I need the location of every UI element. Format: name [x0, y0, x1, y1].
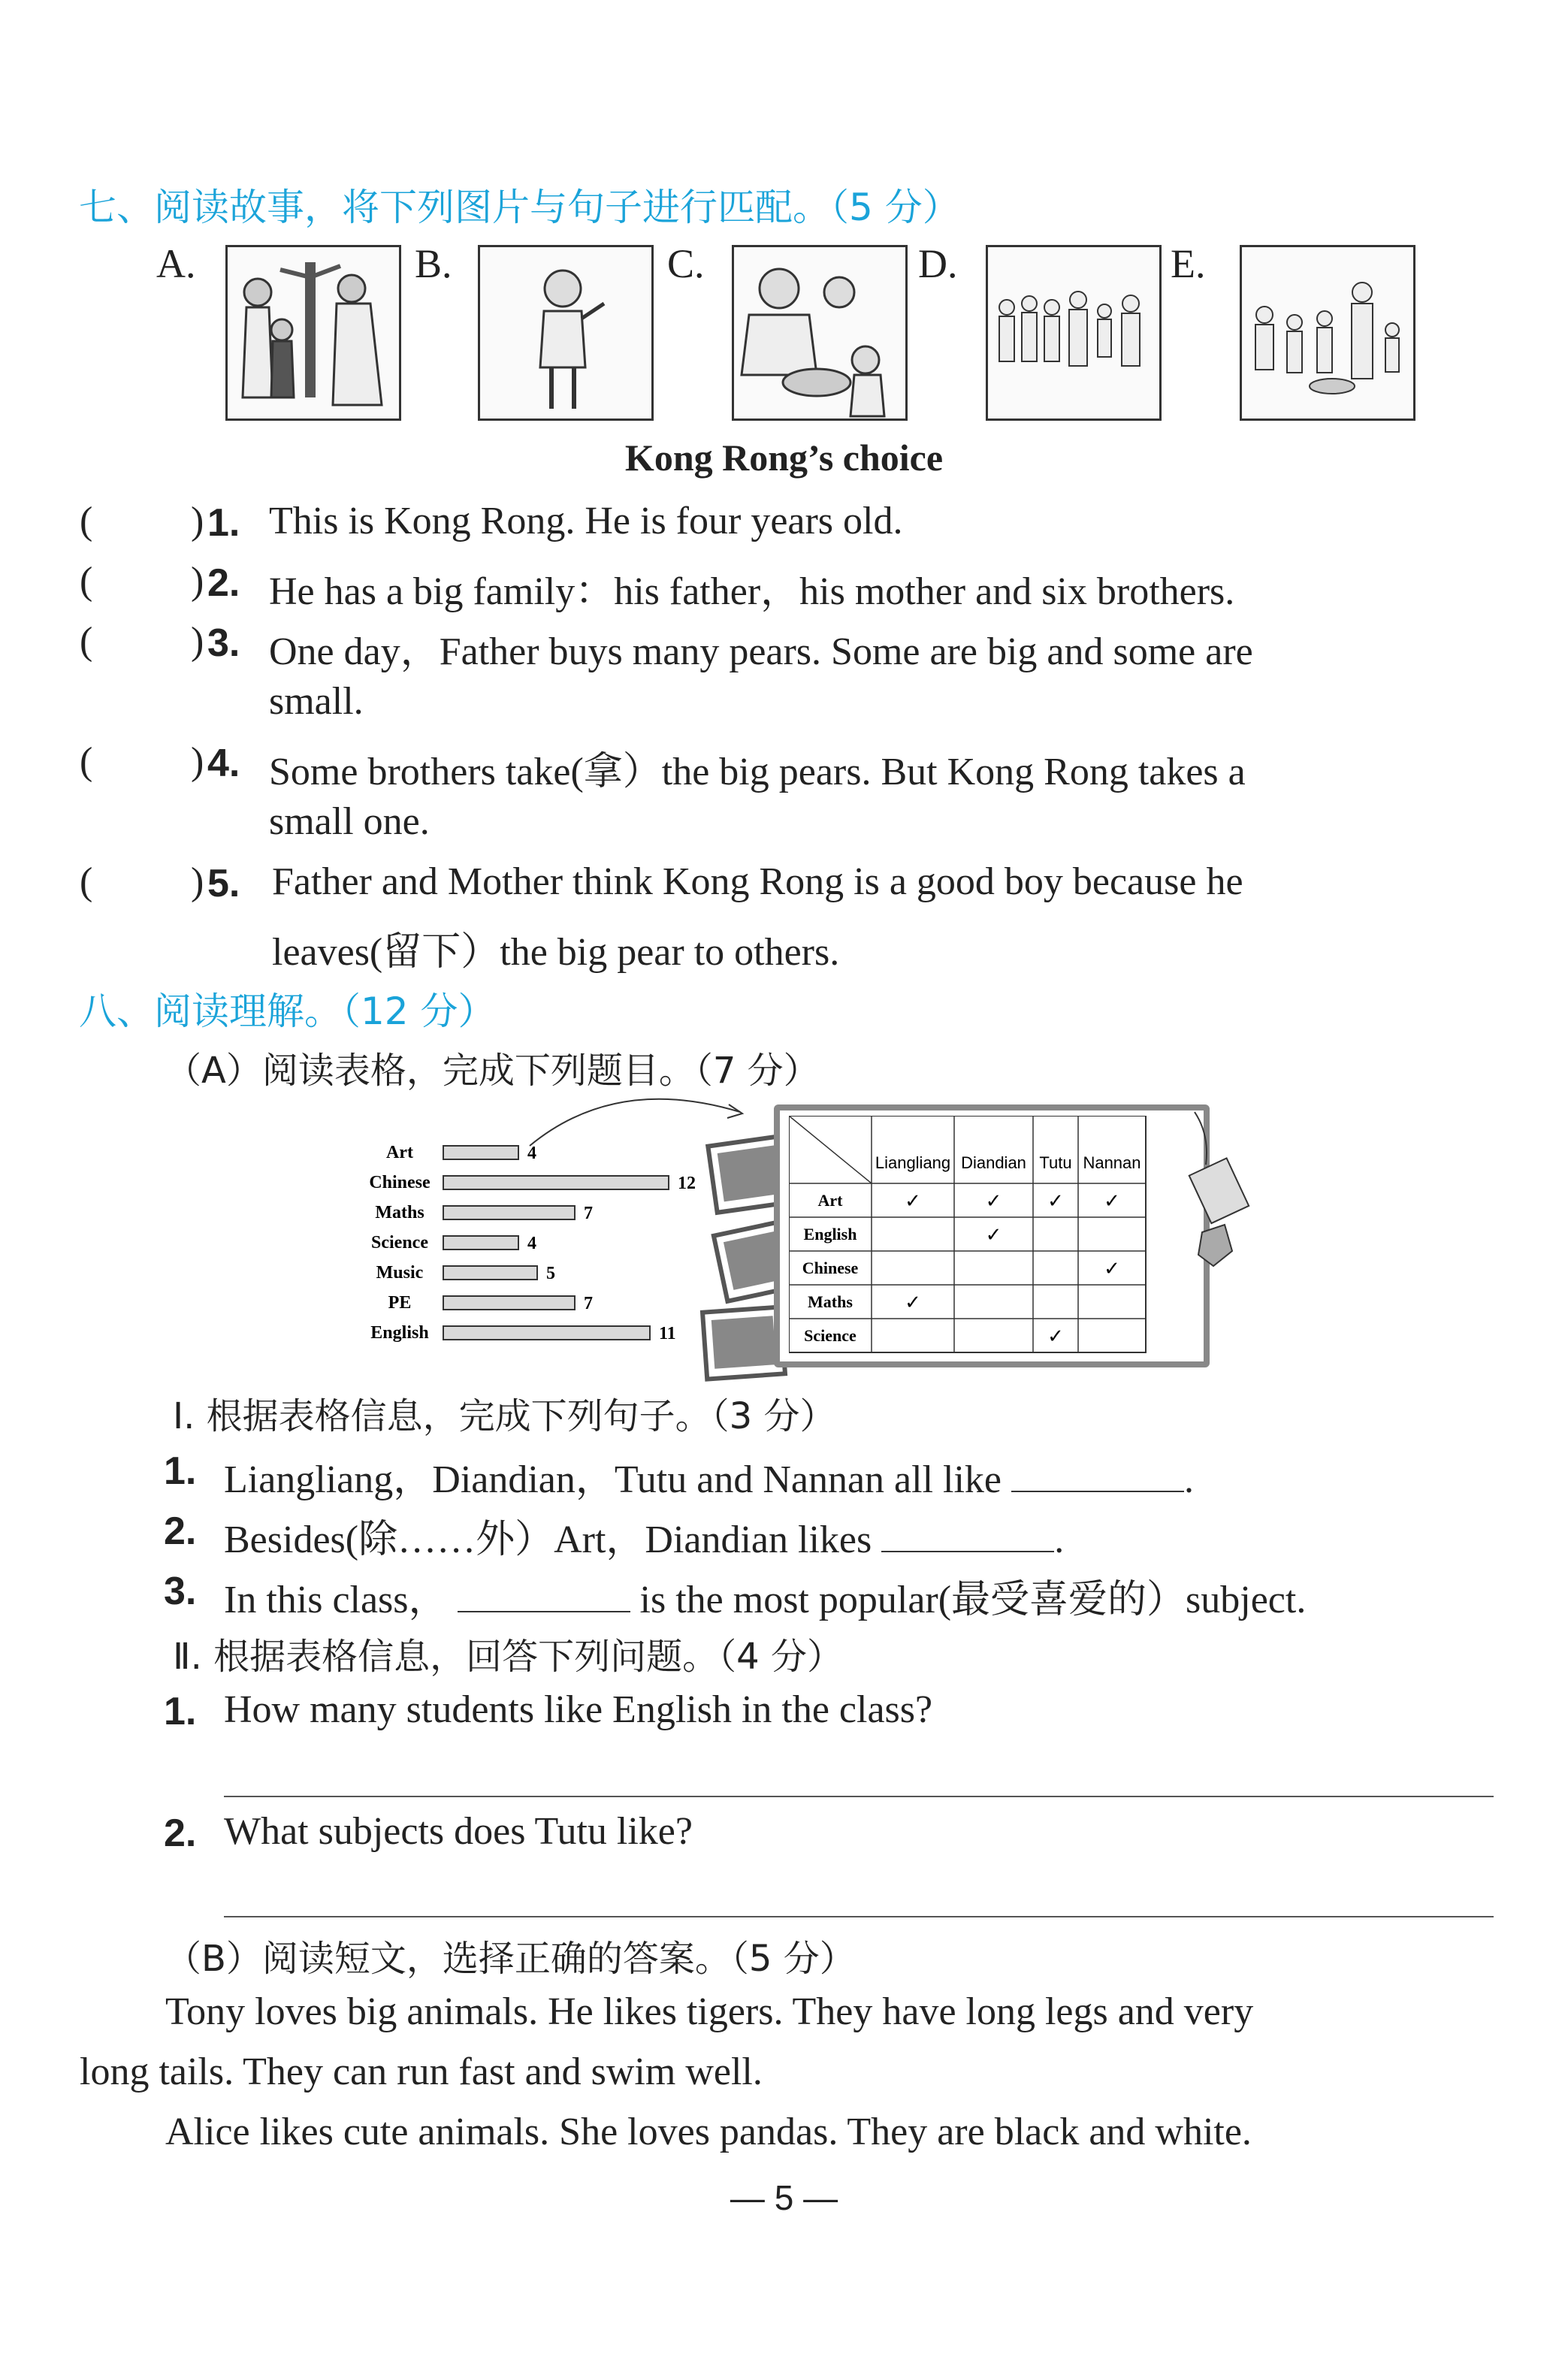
answer-paren-close-4: ) — [191, 740, 204, 783]
table-col-nannan: Nannan — [1083, 1153, 1141, 1172]
story-title: Kong Rong’s choice — [624, 437, 944, 479]
answer-paren-open-1: ( — [80, 500, 93, 542]
table-row-english: English — [803, 1225, 857, 1243]
part-2-title: Ⅱ. 根据表格信息，回答下列问题。（4 分） — [173, 1636, 843, 1678]
subject-check-table — [789, 1116, 1195, 1356]
subject-bar-chart — [346, 1131, 721, 1349]
part-a-title: （A）阅读表格，完成下列题目。（7 分） — [165, 1050, 820, 1092]
item-number-5: 5. — [207, 862, 240, 905]
answer-line-2[interactable] — [224, 1916, 1494, 1917]
item-text-5-line-1: Father and Mother think Kong Rong is a good boy because he — [272, 860, 1243, 903]
picture-b — [478, 245, 654, 421]
item-text-4-line-1: Some brothers take(拿）the big pears. But Kong Rong takes a — [269, 751, 1246, 793]
bar-label-maths: Maths — [375, 1203, 424, 1222]
picture-letter-b: B. — [415, 241, 452, 286]
part1-item-2-end: . — [1054, 1518, 1065, 1561]
part1-item-1-text: Liangliang，Diandian，Tutu and Nannan all like — [224, 1458, 1002, 1501]
tag-icon — [1172, 1104, 1255, 1285]
answer-paren-close-1: ) — [191, 500, 204, 542]
section-8-title: 八、阅读理解。（12 分） — [79, 990, 496, 1033]
picture-letter-e: E. — [1171, 241, 1206, 286]
item-text-1: This is Kong Rong. He is four years old. — [269, 500, 903, 542]
part-b-title: （B）阅读短文，选择正确的答案。（5 分） — [165, 1938, 856, 1980]
part1-item-1-end: . — [1184, 1458, 1194, 1501]
answer-paren-open-2: ( — [80, 560, 93, 603]
table-col-tutu: Tutu — [1039, 1153, 1072, 1172]
bar-value-english: 11 — [659, 1324, 676, 1343]
bar-value-science: 4 — [527, 1234, 536, 1253]
bar-label-chinese: Chinese — [369, 1173, 431, 1192]
bar-value-art: 4 — [527, 1144, 536, 1163]
check-mark: ✓ — [985, 1224, 1002, 1246]
bar-value-pe: 7 — [584, 1294, 593, 1313]
table-row-maths: Maths — [808, 1292, 853, 1311]
answer-paren-close-2: ) — [191, 560, 204, 603]
picture-b-illustration — [480, 247, 651, 419]
part2-number-1: 1. — [164, 1690, 197, 1733]
part2-question-2: What subjects does Tutu like? — [224, 1810, 693, 1853]
table-row-art: Art — [817, 1191, 843, 1210]
item-number-3: 3. — [207, 621, 240, 665]
item-text-2: He has a big family：his father，his mother and six brothers. — [269, 570, 1235, 613]
bar-value-chinese: 12 — [678, 1174, 696, 1193]
page-number: — 5 — — [730, 2178, 838, 2217]
part2-question-1: How many students like English in the class? — [224, 1688, 933, 1731]
item-number-1: 1. — [207, 501, 240, 545]
part1-number-2: 2. — [164, 1509, 197, 1553]
part1-item-2 — [224, 1507, 1064, 1564]
answer-paren-close-5: ) — [191, 860, 204, 903]
bar-label-art: Art — [386, 1143, 413, 1162]
fill-blank-2[interactable] — [881, 1518, 1054, 1552]
part1-item-3 — [224, 1567, 1306, 1624]
part1-number-3: 3. — [164, 1570, 197, 1613]
part2-number-2: 2. — [164, 1812, 197, 1855]
bar-value-maths: 7 — [584, 1204, 593, 1223]
picture-c — [732, 245, 908, 421]
bar-value-music: 5 — [546, 1264, 555, 1283]
part1-item-3-end: is the most popular(最受喜爱的）subject. — [639, 1579, 1307, 1621]
picture-a — [225, 245, 401, 421]
bar-science — [443, 1236, 518, 1250]
picture-d — [986, 245, 1162, 421]
item-number-4: 4. — [207, 742, 240, 785]
bar-maths — [443, 1206, 575, 1219]
bar-english — [443, 1326, 650, 1340]
answer-paren-open-4: ( — [80, 740, 93, 783]
passage-line-1: Tony loves big animals. He likes tigers. They have long legs and very — [165, 1990, 1254, 2033]
picture-c-illustration — [734, 247, 905, 419]
bar-label-science: Science — [371, 1233, 428, 1253]
table-col-diandian: Diandian — [961, 1153, 1026, 1172]
part1-item-2-text: Besides(除……外）Art，Diandian likes — [224, 1518, 872, 1561]
part-1-title: Ⅰ. 根据表格信息，完成下列句子。（3 分） — [173, 1395, 836, 1437]
bar-music — [443, 1266, 537, 1280]
bar-pe — [443, 1296, 575, 1310]
answer-paren-open-5: ( — [80, 860, 93, 903]
passage-line-2: long tails. They can run fast and swim well. — [80, 2050, 763, 2093]
item-text-4-line-2: small one. — [269, 800, 430, 843]
bar-chinese — [443, 1176, 669, 1189]
answer-paren-open-3: ( — [80, 620, 93, 663]
part1-item-3-text: In this class， — [224, 1579, 448, 1621]
check-mark: ✓ — [1104, 1190, 1120, 1213]
check-mark: ✓ — [1047, 1190, 1064, 1213]
part1-item-1 — [224, 1447, 1194, 1503]
answer-paren-close-3: ) — [191, 620, 204, 663]
table-row-science: Science — [804, 1326, 857, 1345]
picture-d-illustration — [988, 247, 1159, 419]
check-mark: ✓ — [1104, 1258, 1120, 1280]
picture-e-illustration — [1242, 247, 1413, 419]
picture-a-illustration — [228, 247, 399, 419]
picture-letter-c: C. — [667, 241, 705, 286]
bar-label-pe: PE — [388, 1293, 412, 1313]
part1-number-1: 1. — [164, 1449, 197, 1493]
check-mark: ✓ — [905, 1190, 921, 1213]
item-text-3-line-1: One day，Father buys many pears. Some are big and some are — [269, 630, 1253, 673]
table-col-liangliang: Liangliang — [875, 1153, 951, 1172]
table-row-chinese: Chinese — [802, 1259, 859, 1277]
fill-blank-1[interactable] — [1011, 1458, 1184, 1492]
answer-line-1[interactable] — [224, 1796, 1494, 1797]
picture-letter-a: A. — [156, 241, 196, 286]
fill-blank-3[interactable] — [458, 1578, 630, 1612]
bar-label-english: English — [370, 1323, 429, 1343]
check-mark: ✓ — [1047, 1325, 1064, 1348]
bar-label-music: Music — [376, 1263, 424, 1283]
passage-line-3: Alice likes cute animals. She loves pandas. They are black and white. — [165, 2111, 1252, 2153]
bar-art — [443, 1146, 518, 1159]
check-mark: ✓ — [905, 1292, 921, 1314]
item-text-5-line-2: leaves(留下）the big pear to others. — [272, 931, 840, 974]
picture-e — [1240, 245, 1415, 421]
item-number-2: 2. — [207, 561, 240, 605]
item-text-3-line-2: small. — [269, 680, 364, 723]
check-mark: ✓ — [985, 1190, 1002, 1213]
section-7-title: 七、阅读故事，将下列图片与句子进行匹配。（5 分） — [79, 186, 960, 229]
picture-letter-d: D. — [918, 241, 958, 286]
